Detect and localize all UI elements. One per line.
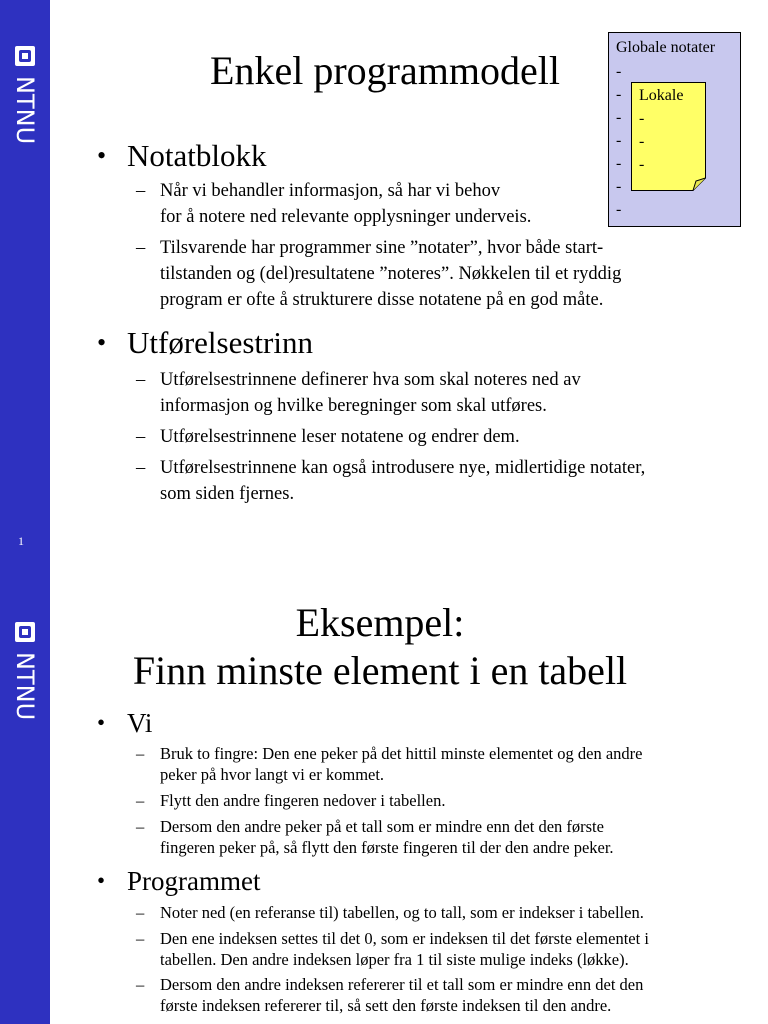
bullet-text: Notatblokk: [127, 138, 267, 173]
local-note-item: -: [639, 133, 645, 150]
ntnu-logo-text: NTNU: [11, 76, 39, 145]
sub-bullet-line: Dersom den andre peker på et tall som er mindre enn det den første: [160, 817, 604, 836]
bullet-item: [97, 138, 267, 174]
sub-bullet-item: [136, 744, 643, 785]
sub-bullet-line: Utførelsestrinnene definerer hva som skal noteres ned av: [160, 370, 581, 390]
local-note-item: -: [639, 156, 645, 173]
sub-bullet-line: program er ofte å strukturere disse notatene på en god måte.: [160, 290, 604, 310]
sub-bullet-line: Utførelsestrinnene leser notatene og endrer dem.: [160, 427, 520, 447]
sub-bullet-line: Dersom den andre indeksen refererer til et tall som er mindre enn det den: [160, 975, 644, 994]
ntnu-logo-text: NTNU: [11, 652, 39, 721]
global-note-item: -: [616, 109, 622, 126]
dash-icon: –: [136, 817, 145, 836]
dash-icon: –: [136, 929, 145, 948]
dash-icon: –: [136, 975, 145, 994]
sub-bullet-line: Når vi behandler informasjon, så har vi behov: [160, 181, 501, 201]
global-note-item: -: [616, 201, 622, 218]
ntnu-sidebar: [0, 576, 50, 1024]
sub-bullet-item: [136, 455, 646, 507]
page-number: 1: [18, 534, 24, 548]
sub-bullet-line: Bruk to fingre: Den ene peker på det hittil minste elementet og den andre: [160, 744, 643, 763]
ntnu-logo-icon: [13, 44, 37, 174]
sub-bullet-line: Den ene indeksen settes til det 0, som er indeksen til det første elementet i: [160, 929, 649, 948]
dash-icon: –: [136, 791, 145, 810]
sub-bullet-line: som siden fjernes.: [160, 484, 295, 504]
bullet-dot-icon: •: [97, 710, 106, 735]
dash-icon: –: [136, 427, 146, 447]
global-note-item: -: [616, 86, 622, 103]
bullet-item: [97, 866, 261, 896]
dash-icon: –: [136, 458, 146, 478]
bullet-item: [97, 708, 153, 738]
local-notes-note: [631, 82, 706, 191]
sub-bullet-line: for å notere ned relevante opplysninger underveis.: [160, 207, 532, 227]
sub-bullet-line: fingeren peker på, så flytt den første fingeren til der den andre peker.: [160, 837, 614, 857]
bullet-text: Programmet: [127, 866, 261, 896]
global-note-item: -: [616, 155, 622, 172]
sub-bullet-item: [136, 178, 532, 230]
sub-bullet-item: [136, 235, 622, 313]
sub-bullet-item: [136, 817, 614, 858]
local-note-item: -: [639, 110, 645, 127]
slide-title-line-2: Finn minste element i en tabell: [132, 648, 628, 693]
bullet-item: [97, 325, 313, 361]
sub-bullet-line: informasjon og hvilke beregninger som skal utføres.: [160, 396, 547, 416]
sub-bullet-line: Tilsvarende har programmer sine ”notater”, hvor både start-: [160, 238, 604, 258]
sub-bullet-line: første indeksen refererer til, så sett den første indeksen til den andre.: [160, 995, 612, 1015]
dash-icon: –: [136, 370, 146, 390]
slide-title: Enkel programmodell: [210, 48, 560, 93]
sub-bullet-item: [136, 791, 446, 812]
global-note-item: -: [616, 178, 622, 195]
dash-icon: –: [136, 238, 146, 258]
bullet-text: Utførelsestrinn: [127, 325, 313, 360]
dash-icon: –: [136, 744, 145, 763]
sub-bullet-item: [136, 975, 644, 1016]
slide-2: [0, 576, 768, 1024]
sub-bullet-line: Noter ned (en referanse til) tabellen, og to tall, som er indekser i tabellen.: [160, 903, 644, 922]
ntnu-logo-icon: [13, 620, 37, 750]
slide-title-line-1: Eksempel:: [295, 600, 465, 645]
sub-bullet-line: tilstanden og (del)resultatene ”noteres”. Nøkkelen til et ryddig: [160, 264, 622, 284]
dash-icon: –: [136, 903, 145, 922]
global-note-item: -: [616, 63, 622, 80]
local-notes-title: Lokale: [639, 87, 684, 104]
sub-bullet-item: [136, 367, 581, 419]
sub-bullet-item: [136, 424, 520, 450]
ntnu-sidebar: [0, 0, 50, 576]
bullet-dot-icon: •: [97, 868, 106, 893]
bullet-text: Vi: [127, 708, 153, 738]
sub-bullet-item: [136, 903, 644, 924]
bullet-dot-icon: •: [97, 328, 107, 357]
global-notes-title: Globale notater: [616, 39, 716, 56]
global-note-item: -: [616, 132, 622, 149]
bullet-dot-icon: •: [97, 141, 107, 170]
dash-icon: –: [136, 181, 146, 201]
sub-bullet-line: Utførelsestrinnene kan også introdusere nye, midlertidige notater,: [160, 458, 646, 478]
sub-bullet-line: tabellen. Den andre indeksen løper fra 1 til siste mulige indeks (løkke).: [160, 949, 629, 969]
sub-bullet-line: peker på hvor langt vi er kommet.: [160, 764, 385, 784]
sub-bullet-item: [136, 929, 649, 970]
sub-bullet-line: Flytt den andre fingeren nedover i tabellen.: [160, 791, 446, 810]
